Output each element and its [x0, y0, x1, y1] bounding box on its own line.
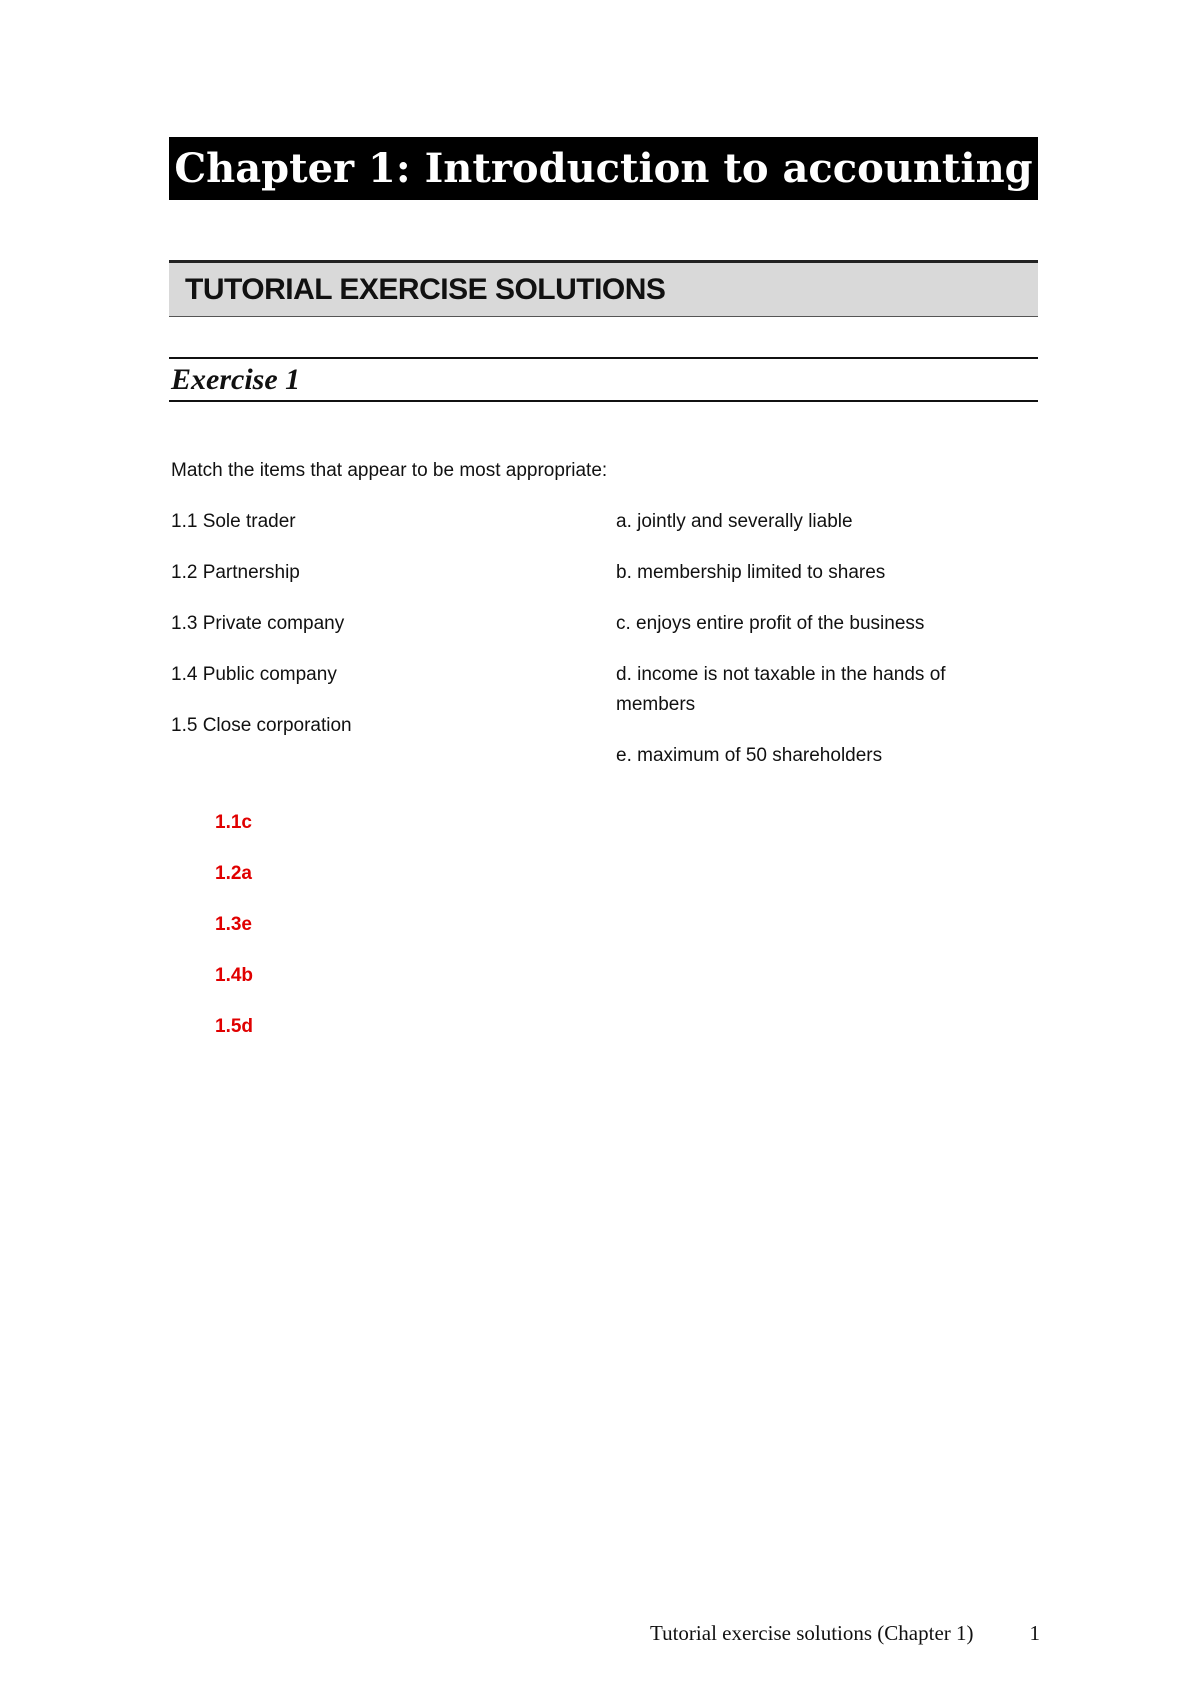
- right-item: e. maximum of 50 shareholders: [616, 745, 883, 766]
- answer-item: 1.4b: [215, 965, 254, 986]
- right-item: a. jointly and severally liable: [616, 511, 853, 532]
- right-items-list: [616, 507, 1016, 792]
- answer-item: 1.1c: [215, 812, 252, 833]
- answer-item: 1.2a: [215, 863, 252, 884]
- section-title: TUTORIAL EXERCISE SOLUTIONS: [169, 260, 1038, 317]
- left-items-list: [171, 507, 591, 762]
- footer-text: Tutorial exercise solutions (Chapter 1): [650, 1621, 974, 1645]
- right-item: d. income is not taxable in the hands of members: [616, 664, 946, 715]
- left-item: 1.2 Partnership: [171, 562, 300, 583]
- instruction-text: Match the items that appear to be most appropriate:: [171, 460, 608, 481]
- answer-item: 1.3e: [215, 914, 252, 935]
- page-footer: [650, 1621, 1040, 1646]
- left-item: 1.4 Public company: [171, 664, 337, 685]
- answers-list: [215, 808, 253, 1063]
- left-item: 1.1 Sole trader: [171, 511, 296, 532]
- page-number: 1: [1029, 1621, 1040, 1645]
- left-item: 1.3 Private company: [171, 613, 345, 634]
- left-item: 1.5 Close corporation: [171, 715, 352, 736]
- right-item: b. membership limited to shares: [616, 562, 886, 583]
- right-item: c. enjoys entire profit of the business: [616, 613, 925, 634]
- chapter-title: Chapter 1: Introduction to accounting: [169, 137, 1038, 200]
- answer-item: 1.5d: [215, 1016, 254, 1037]
- exercise-title: Exercise 1: [169, 357, 1038, 402]
